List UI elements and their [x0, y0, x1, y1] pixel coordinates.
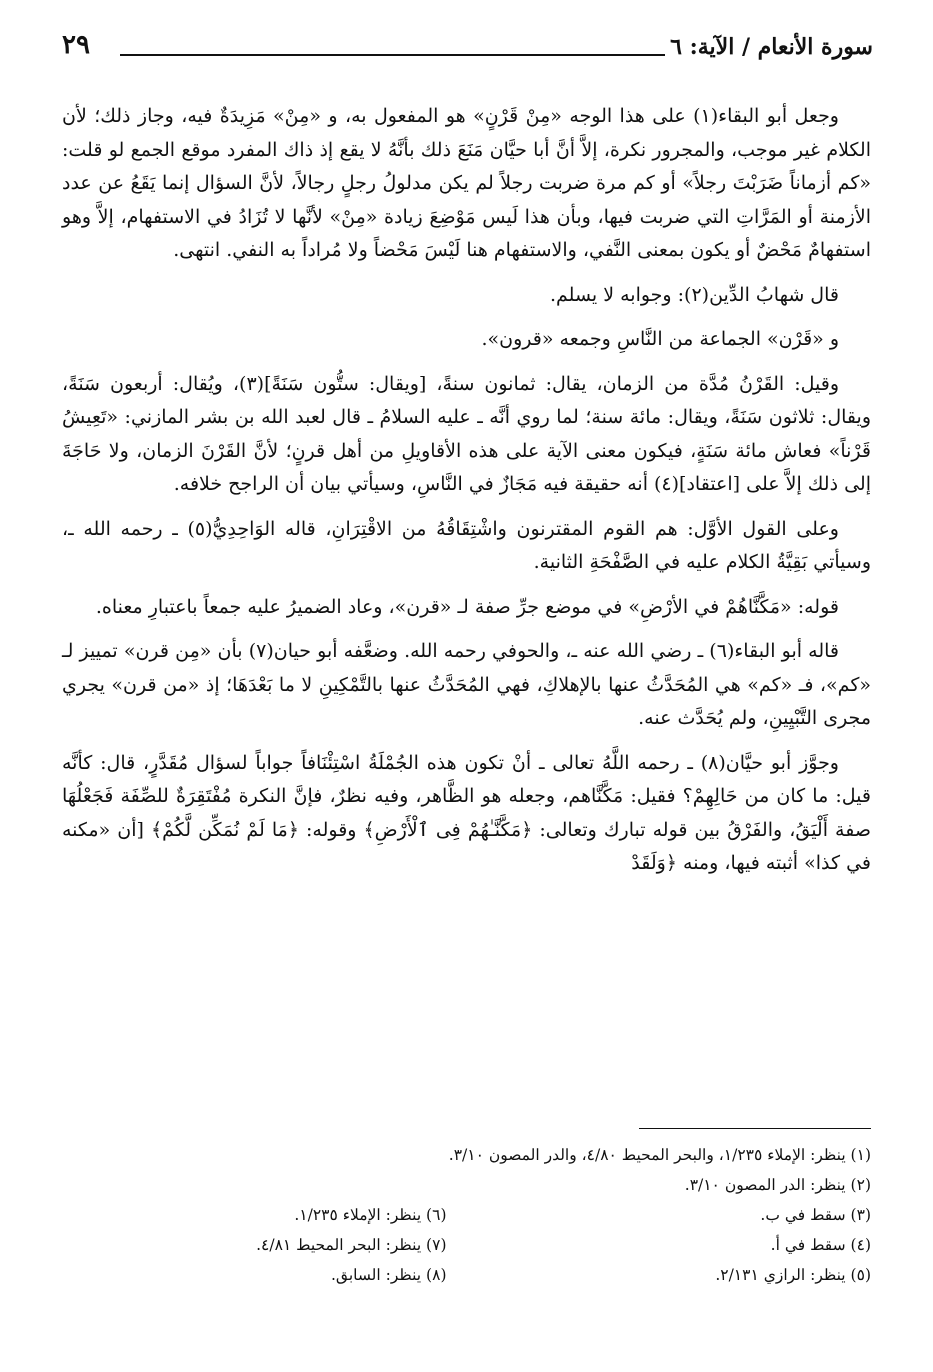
footnote-8: (٨) ينظر: السابق.	[330, 1266, 447, 1284]
footnote-separator	[639, 1128, 871, 1129]
footnote-6: (٦) ينظر: الإملاء ١/٢٣٥.	[294, 1206, 447, 1224]
footnote-5: (٥) ينظر: الرازي ٢/١٣١.	[715, 1266, 871, 1284]
paragraph: وجوَّز أبو حيَّان(٨) ـ رحمه اللَّهُ تعالى ـ أنْ تكون هذه الجُمْلَةُ اسْتِئْنَافاً جواباً لسؤال مُقَدَّرٍ، قال: كأنَّه قيل: ما كان من حَالِهِمْ؟ فقيل: مَكَّنَّاهم، وجعله هو الظَّاهر، وفيه نظرٌ، فإنَّ النكرة مُفْتَقِرَةٌ للصِّفَة فَجَعْلُهَا صفة أَلْيَقُ، والفَرْقُ بين قوله تبارك وتعالى: ﴿مَكَّنَّـٰهُمْ فِى ٱلْأَرْضِ﴾ وقوله: ﴿مَا لَمْ نُمَكِّن لَّكُمْ﴾ [أن «مكنه في كذا» أثبته فيها، ومنه ﴿وَلَقَدْ	[62, 751, 871, 874]
page-number: ٢٩	[62, 30, 90, 60]
footnotes	[62, 1140, 871, 1290]
paragraph: وجعل أبو البقاء(١) على هذا الوجه «مِنْ قَرْنٍ» هو المفعول به، و «مِنْ» مَزِيدَةٌ فيه، وجاز ذلك؛ لأن الكلام غير موجب، والمجرور نكرة، إلاَّ أنَّ أبا حيَّان مَنَعَ ذلك بأنَّهُ لا يقع إذ ذاك المفرد موقع الجمع لو قلت: «كم أزماناً ضَرَبْتَ رجلاً» أو كم مرة ضربت رجلاً لم يكن مدلولُ رجلٍ رجالاً، لأنَّ السؤال إنما يَقَعُ عن عدد الأزمنة أو المَرَّاتِ التي ضربت فيها، وبأن هذا لَيس مَوْضِعَ زيادة «مِنْ» لأنَّها لا تُزَادُ في الاستفهام، إلاَّ وهو استفهامٌ مَحْضٌ أو يكون بمعنى النَّفي، والاستفهام هنا لَيْسَ مَحْضاً ولا مُراداً به النفي. انتهى.	[62, 105, 871, 261]
footnote-7: (٧) ينظر: البحر المحيط ٤/٨١.	[256, 1236, 447, 1254]
footnote-4: (٤) سقط في أ.	[770, 1236, 871, 1254]
footnote-3: (٣) سقط في ب.	[760, 1206, 871, 1224]
footnote-1: (١) ينظر: الإملاء ١/٢٣٥، والبحر المحيط ٤/٨٠، والدر المصون ٣/١٠.	[448, 1146, 871, 1164]
paragraph: وعلى القول الأوَّل: هم القوم المقترنون واشْتِقَاقُهُ من الاقْتِرَانِ، قاله الوَاحِدِيُّ(٥) ـ رحمه الله ـ، وسيأتي بَقِيَّةُ الكلام عليه في الصَّفْحَةِ الثانية.	[62, 517, 871, 573]
footnote-columns	[62, 1200, 871, 1290]
paragraph: وقيل: القَرْنُ مُدَّة من الزمان، يقال: ثمانون سنةً، [ويقال: ستُّون سَنَةً](٣)، ويُقال: أربعون سَنَةً، ويقال: ثلاثون سَنَةً، ويقال: مائة سنة؛ لما روي أنَّه ـ عليه السلامُ ـ قال لعبد الله بن بشر المازني: «تَعِيشُ قَرْناً» فعاش مائة سَنَةٍ، فيكون معنى الآية على هذه الأقاويلِ من أهل قرنٍ؛ لأنَّ القَرْنَ الزمان، ولا حَاجَةَ إلى ذلك إلاَّ على [اعتقاد](٤) أنه حقيقة فيه مَجَازٌ في النَّاسِ، وسيأتي بيان أن الراجح خلافه.	[62, 372, 871, 495]
paragraph: قال شهابُ الدِّين(٢): وجوابه لا يسلم.	[549, 283, 839, 306]
main-text	[62, 100, 871, 892]
header-rule	[120, 54, 665, 56]
running-title: سورة الأنعام / الآية: ٦	[670, 34, 873, 60]
paragraph: قوله: «مَكَّنَّاهُمْ في الأرْضِ» في موضع جرِّ صفة لـ «قرن»، وعاد الضميرُ عليه جمعاً باعتبارِ معناه.	[95, 595, 839, 618]
paragraph: قاله أبو البقاء(٦) ـ رضي الله عنه ـ، والحوفي رحمه الله. وضعَّفه أبو حيان(٧) بأن «مِن قرن» تمييز لـ «كم»، فـ «كم» هي المُحَدَّثُ عنها بالإهلاكِ، فهي المُحَدَّثُ عنها بالتَّمْكِينِ لا ما بَعْدَهَا؛ إذ «من قرن» يجري مجرى التَّبْيِينِ، ولم يُحَدَّث عنه.	[62, 640, 871, 729]
page-header	[62, 28, 873, 68]
footnote-2: (٢) ينظر: الدر المصون ٣/١٠.	[684, 1176, 871, 1194]
paragraph: و «قَرْن» الجماعة من النَّاسِ وجمعه «قرون».	[481, 328, 839, 350]
